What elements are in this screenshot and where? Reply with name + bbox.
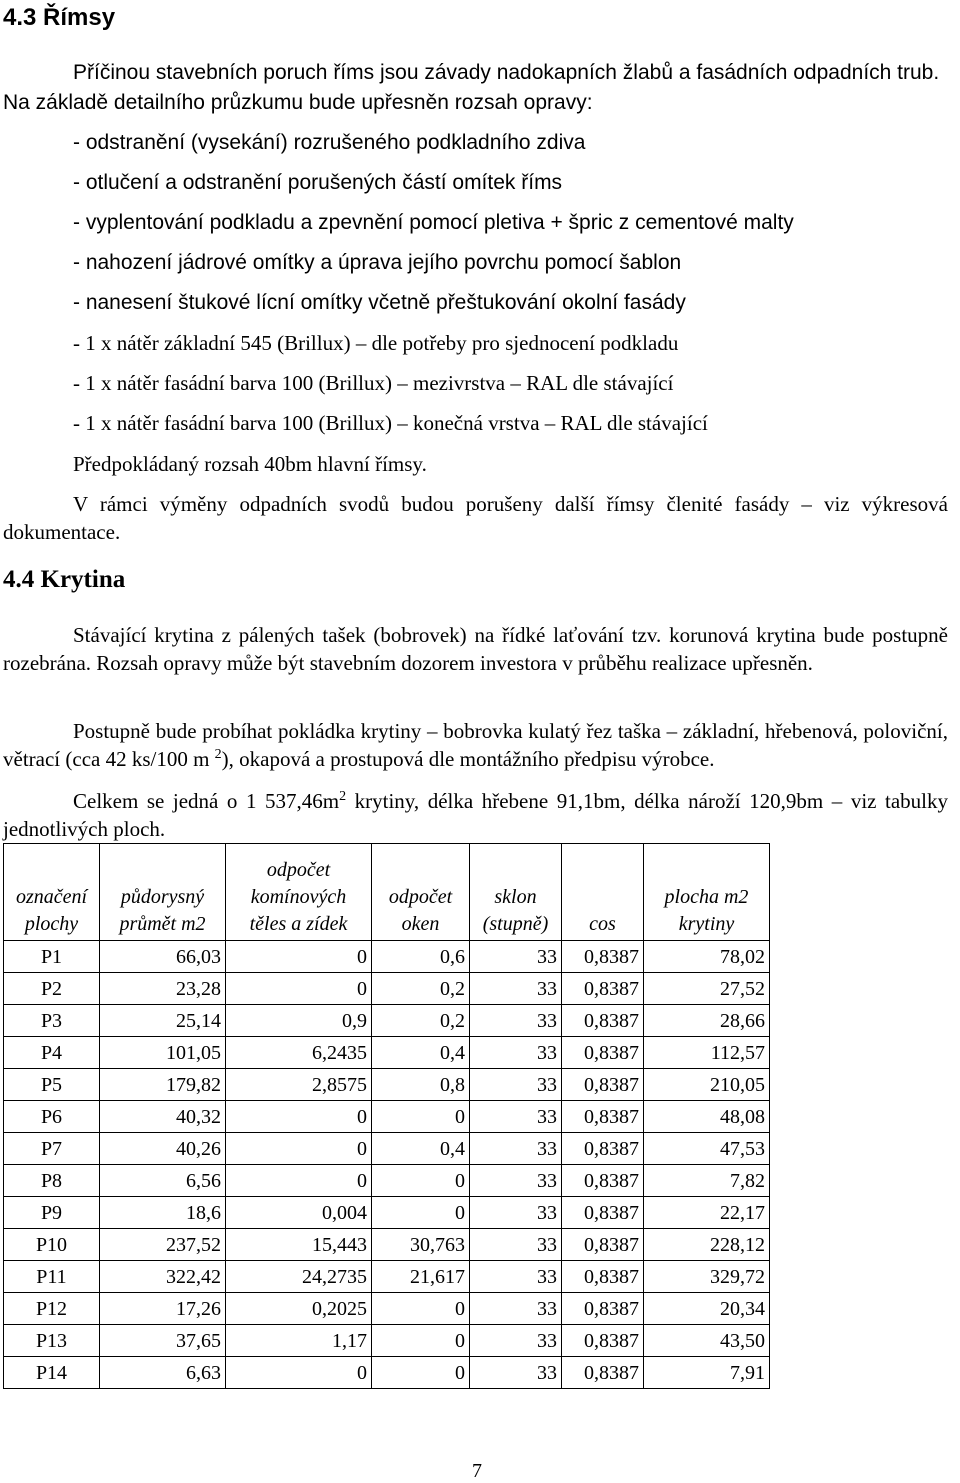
table-cell: 210,05 [644,1069,770,1101]
roof-paragraph-3-text-a: Celkem se jedná o 1 537,46m [73,789,340,813]
roof-paragraph-1: Stávající krytina z pálených tašek (bobrovek) na řídké laťování tzv. korunová krytina bude postupně rozebrána. Rozsah opravy může být stavebním dozorem investora v průběhu realizace upřesněn. [3,623,948,675]
page-number: 7 [472,1460,482,1482]
table-cell: 0,8387 [562,941,644,973]
table-cell: 0 [226,1165,372,1197]
table-cell: P5 [4,1069,100,1101]
table-row [4,1293,770,1325]
table-cell: 7,91 [644,1357,770,1389]
column-header: půdorysný průmět m2 [100,844,226,941]
table-row [4,1229,770,1261]
table-cell: 33 [470,1069,562,1101]
table-cell: 33 [470,1261,562,1293]
table-row [4,1197,770,1229]
table-cell: 0 [372,1293,470,1325]
table-cell: 25,14 [100,1005,226,1037]
roof-areas-table [3,843,770,1389]
table-cell: 322,42 [100,1261,226,1293]
table-cell: 0,2 [372,1005,470,1037]
table-cell: 0,8387 [562,973,644,1005]
table-cell: 0,004 [226,1197,372,1229]
table-cell: 78,02 [644,941,770,973]
table-row [4,1261,770,1293]
table-cell: 33 [470,941,562,973]
table-cell: 0 [226,1133,372,1165]
roof-paragraph-2-text-b: ), okapová a prostupová dle montážního předpisu výrobce. [221,747,715,771]
table-cell: 101,05 [100,1037,226,1069]
table-cell: 0,8387 [562,1325,644,1357]
table-cell: P10 [4,1229,100,1261]
table-cell: 0,4 [372,1133,470,1165]
table-cell: 0,4 [372,1037,470,1069]
table-cell: 23,28 [100,973,226,1005]
table-cell: 33 [470,1229,562,1261]
table-row [4,1357,770,1389]
table-cell: P1 [4,941,100,973]
list-item: - odstranění (vysekání) rozrušeného podkladního zdiva [73,131,586,154]
table-cell: 6,63 [100,1357,226,1389]
table-cell: 15,443 [226,1229,372,1261]
table-cell: 33 [470,1165,562,1197]
table-cell: 0,8 [372,1069,470,1101]
table-row [4,1101,770,1133]
table-cell: 33 [470,1325,562,1357]
table-cell: 0 [226,973,372,1005]
list-item: - vyplentování podkladu a zpevnění pomocí pletiva + špric z cementové malty [73,211,794,234]
table-cell: P11 [4,1261,100,1293]
column-header: sklon (stupně) [470,844,562,941]
table-cell: 33 [470,1133,562,1165]
superscript: 2 [214,747,222,762]
table-cell: 48,08 [644,1101,770,1133]
table-row [4,1037,770,1069]
table-cell: 1,17 [226,1325,372,1357]
table-cell: 0,8387 [562,1069,644,1101]
list-item: - otlučení a odstranění porušených částí omítek říms [73,171,563,194]
table-cell: 228,12 [644,1229,770,1261]
table-row [4,1069,770,1101]
table-cell: P13 [4,1325,100,1357]
table-cell: 0,8387 [562,1229,644,1261]
section-heading-rimsy: 4.3 Římsy [3,4,116,31]
table-cell: 0 [372,1325,470,1357]
table-cell: 40,32 [100,1101,226,1133]
table-cell: 30,763 [372,1229,470,1261]
table-row [4,1133,770,1165]
table-cell: P4 [4,1037,100,1069]
table-cell: 237,52 [100,1229,226,1261]
table-cell: 33 [470,1293,562,1325]
table-cell: P2 [4,973,100,1005]
table-cell: 20,34 [644,1293,770,1325]
table-cell: 6,56 [100,1165,226,1197]
table-cell: 0,8387 [562,1293,644,1325]
table-cell: 40,26 [100,1133,226,1165]
list-item: - 1 x nátěr fasádní barva 100 (Brillux) – konečná vrstva – RAL dle stávající [73,411,708,435]
table-cell: 66,03 [100,941,226,973]
table-cell: 329,72 [644,1261,770,1293]
table-cell: 0 [372,1165,470,1197]
list-item: - nanesení štukové lícní omítky včetně přeštukování okolní fasády [73,291,686,314]
table-cell: 17,26 [100,1293,226,1325]
roof-paragraph-3-text-b: krytiny, délka hřebene 91,1bm, délka nároží 120,9bm – viz tabulky jednotlivých ploch. [3,789,948,841]
table-cell: 0,9 [226,1005,372,1037]
list-item: - nahození jádrové omítky a úprava jejího povrchu pomocí šablon [73,251,682,274]
table-cell: 18,6 [100,1197,226,1229]
table-cell: 112,57 [644,1037,770,1069]
table-cell: 0,8387 [562,1101,644,1133]
table-cell: 0 [372,1357,470,1389]
table-cell: 21,617 [372,1261,470,1293]
table-cell: 47,53 [644,1133,770,1165]
table-row [4,973,770,1005]
table-cell: P6 [4,1101,100,1133]
table-cell: 0,2 [372,973,470,1005]
table-cell: 33 [470,973,562,1005]
table-cell: 6,2435 [226,1037,372,1069]
column-header: odpočet oken [372,844,470,941]
table-row [4,1165,770,1197]
table-cell: 0,8387 [562,1165,644,1197]
table-cell: 0,8387 [562,1197,644,1229]
table-cell: 0 [226,941,372,973]
table-cell: 27,52 [644,973,770,1005]
table-cell: P14 [4,1357,100,1389]
list-item: - 1 x nátěr základní 545 (Brillux) – dle potřeby pro sjednocení podkladu [73,331,679,355]
table-cell: 0 [226,1357,372,1389]
table-cell: 33 [470,1101,562,1133]
estimate-text: Předpokládaný rozsah 40bm hlavní římsy. [73,452,427,476]
column-header: označení plochy [4,844,100,941]
table-cell: 0,8387 [562,1133,644,1165]
table-cell: 0 [372,1197,470,1229]
table-cell: 0,8387 [562,1037,644,1069]
table-cell: 22,17 [644,1197,770,1229]
intro-line-2: Na základě detailního průzkumu bude upřesněn rozsah opravy: [3,91,593,114]
table-cell: 24,2735 [226,1261,372,1293]
table-cell: 0,2025 [226,1293,372,1325]
table-cell: 0 [372,1101,470,1133]
table-cell: 43,50 [644,1325,770,1357]
table-cell: 0,8387 [562,1261,644,1293]
table-cell: 28,66 [644,1005,770,1037]
roof-paragraph-2-text-a: Postupně bude probíhat pokládka krytiny – bobrovka kulatý řez taška – základní, hřebenová, poloviční, větrací (cca 42 ks/100 m [3,719,948,771]
table-row [4,1325,770,1357]
section-heading-krytina: 4.4 Krytina [3,566,126,593]
column-header: plocha m2 krytiny [644,844,770,941]
table-cell: 0 [226,1101,372,1133]
table-row [4,941,770,973]
roof-paragraph-2 [3,717,948,773]
table-cell: P12 [4,1293,100,1325]
table-cell: P8 [4,1165,100,1197]
table-cell: 0,8387 [562,1357,644,1389]
table-cell: 179,82 [100,1069,226,1101]
table-cell: 33 [470,1005,562,1037]
column-header: odpočet komínových těles a zídek [226,844,372,941]
list-item: - 1 x nátěr fasádní barva 100 (Brillux) – mezivrstva – RAL dle stávající [73,371,674,395]
table-cell: P7 [4,1133,100,1165]
table-cell: 0,8387 [562,1005,644,1037]
table-cell: 33 [470,1357,562,1389]
table-cell: P9 [4,1197,100,1229]
table-cell: 33 [470,1197,562,1229]
table-cell: 2,8575 [226,1069,372,1101]
table-row [4,1005,770,1037]
table-cell: 33 [470,1037,562,1069]
roof-paragraph-3 [3,787,948,843]
table-header-row [4,844,770,941]
table-cell: 0,6 [372,941,470,973]
table-cell: 37,65 [100,1325,226,1357]
intro-line-1: Příčinou stavebních poruch říms jsou závady nadokapních žlabů a fasádních odpadních trub. [73,61,940,84]
column-header: cos [562,844,644,941]
superscript: 2 [339,789,347,804]
table-cell: P3 [4,1005,100,1037]
table-cell: 7,82 [644,1165,770,1197]
note-paragraph: V rámci výměny odpadních svodů budou porušeny další římsy členité fasády – viz výkresová dokumentace. [3,492,948,544]
